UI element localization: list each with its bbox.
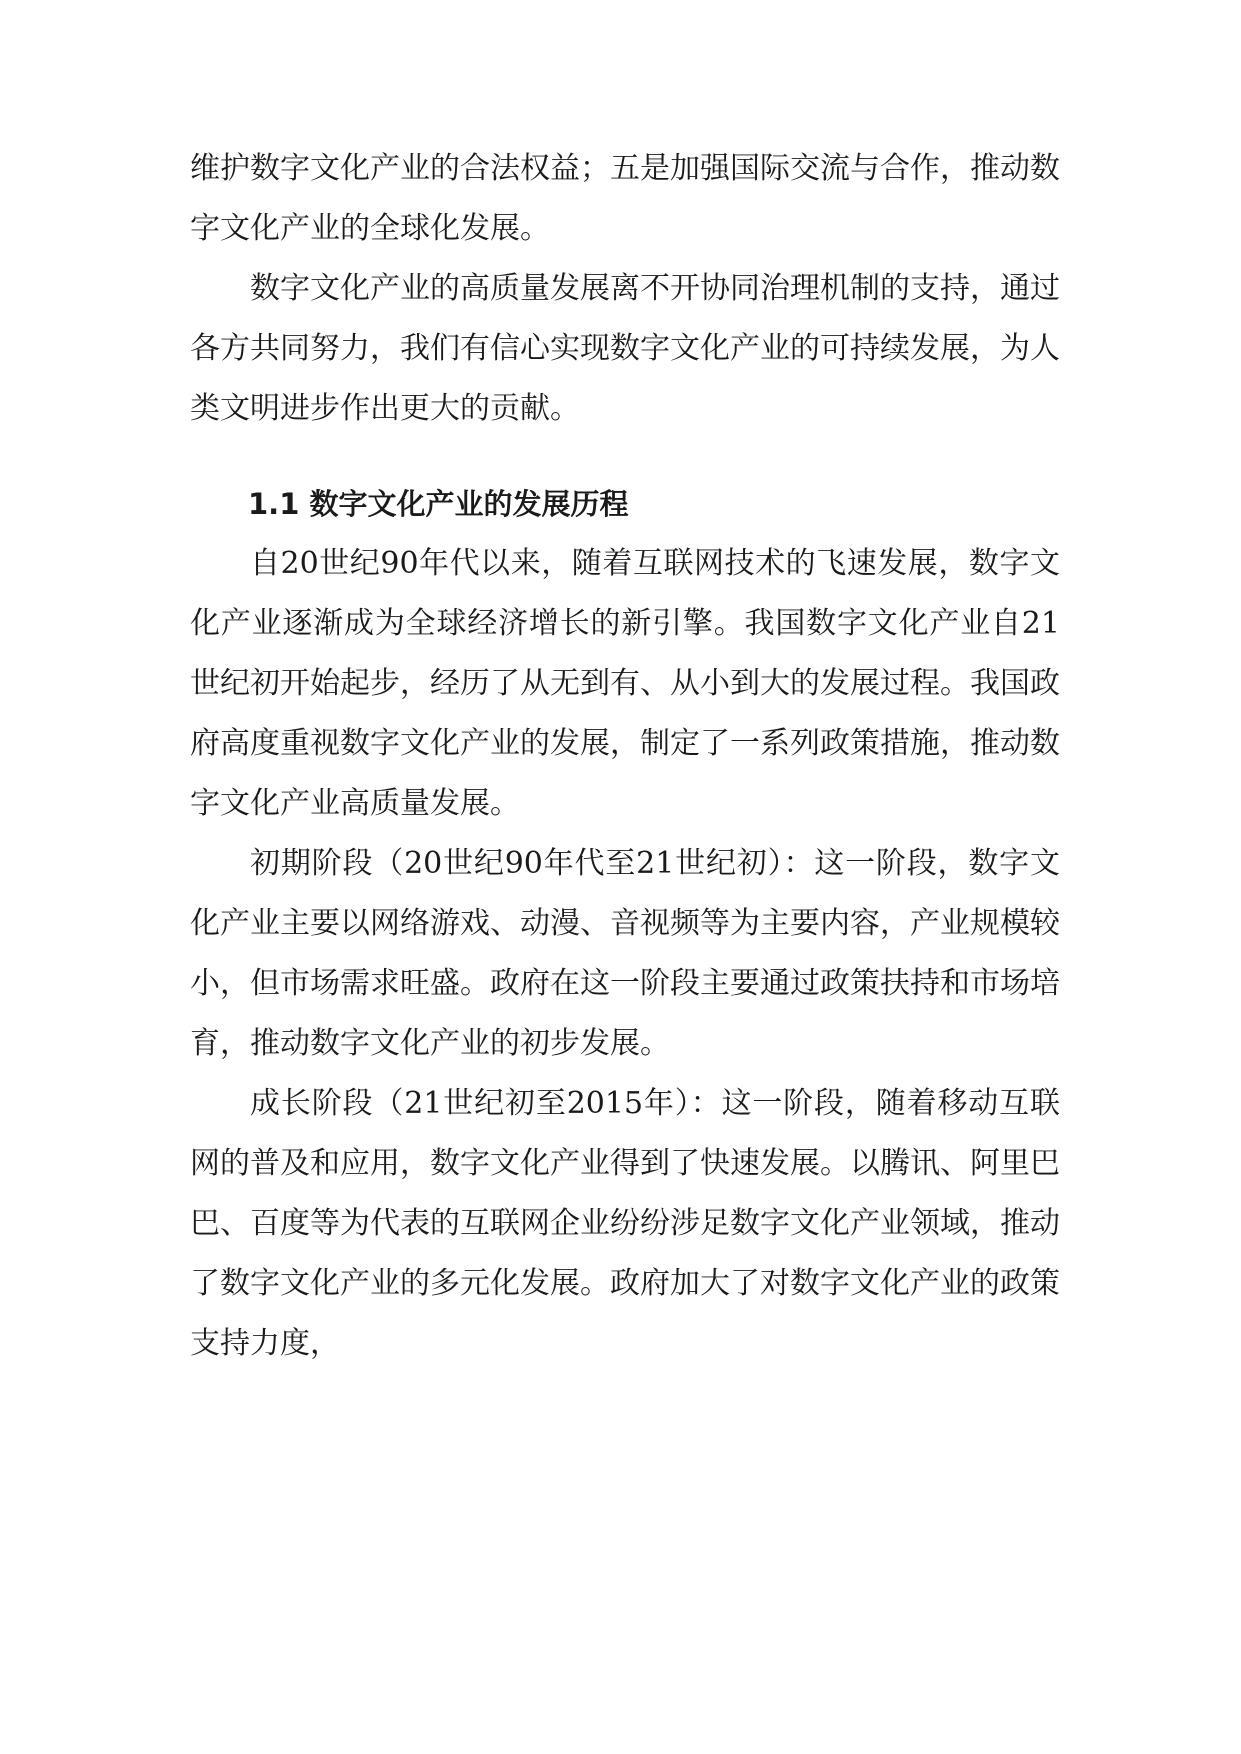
paragraph-conclusion: 数字文化产业的高质量发展离不开协同治理机制的支持，通过各方共同努力，我们有信心实现数字文化产业的可持续发展，为人类文明进步作出更大的贡献。 <box>190 271 1060 426</box>
paragraph-continuation: 维护数字文化产业的合法权益；五是加强国际交流与合作，推动数字文化产业的全球化发展。 <box>190 151 1060 246</box>
paragraph-intro: 自20世纪90年代以来，随着互联网技术的飞速发展，数字文化产业逐渐成为全球经济增长的新引擎。我国数字文化产业自21世纪初开始起步，经历了从无到有、从小到大的发展过程。我国政府高度重视数字文化产业的发展，制定了一系列政策措施，推动数字文化产业高质量发展。 <box>190 546 1060 821</box>
section-heading: 1.1 数字文化产业的发展历程 <box>248 487 629 521</box>
paragraph-initial-stage: 初期阶段（20世纪90年代至21世纪初）：这一阶段，数字文化产业主要以网络游戏、动漫、音视频等为主要内容，产业规模较小，但市场需求旺盛。政府在这一阶段主要通过政策扶持和市场培育，推动数字文化产业的初步发展。 <box>190 846 1060 1061</box>
section-spacer <box>190 439 1060 474</box>
paragraph-growth-stage: 成长阶段（21世纪初至2015年）：这一阶段，随着移动互联网的普及和应用，数字文化产业得到了快速发展。以腾讯、阿里巴巴、百度等为代表的互联网企业纷纷涉足数字文化产业领域，推动了数字文化产业的多元化发展。政府加大了对数字文化产业的政策支持力度， <box>190 1086 1060 1361</box>
document-body <box>190 139 1060 1374</box>
